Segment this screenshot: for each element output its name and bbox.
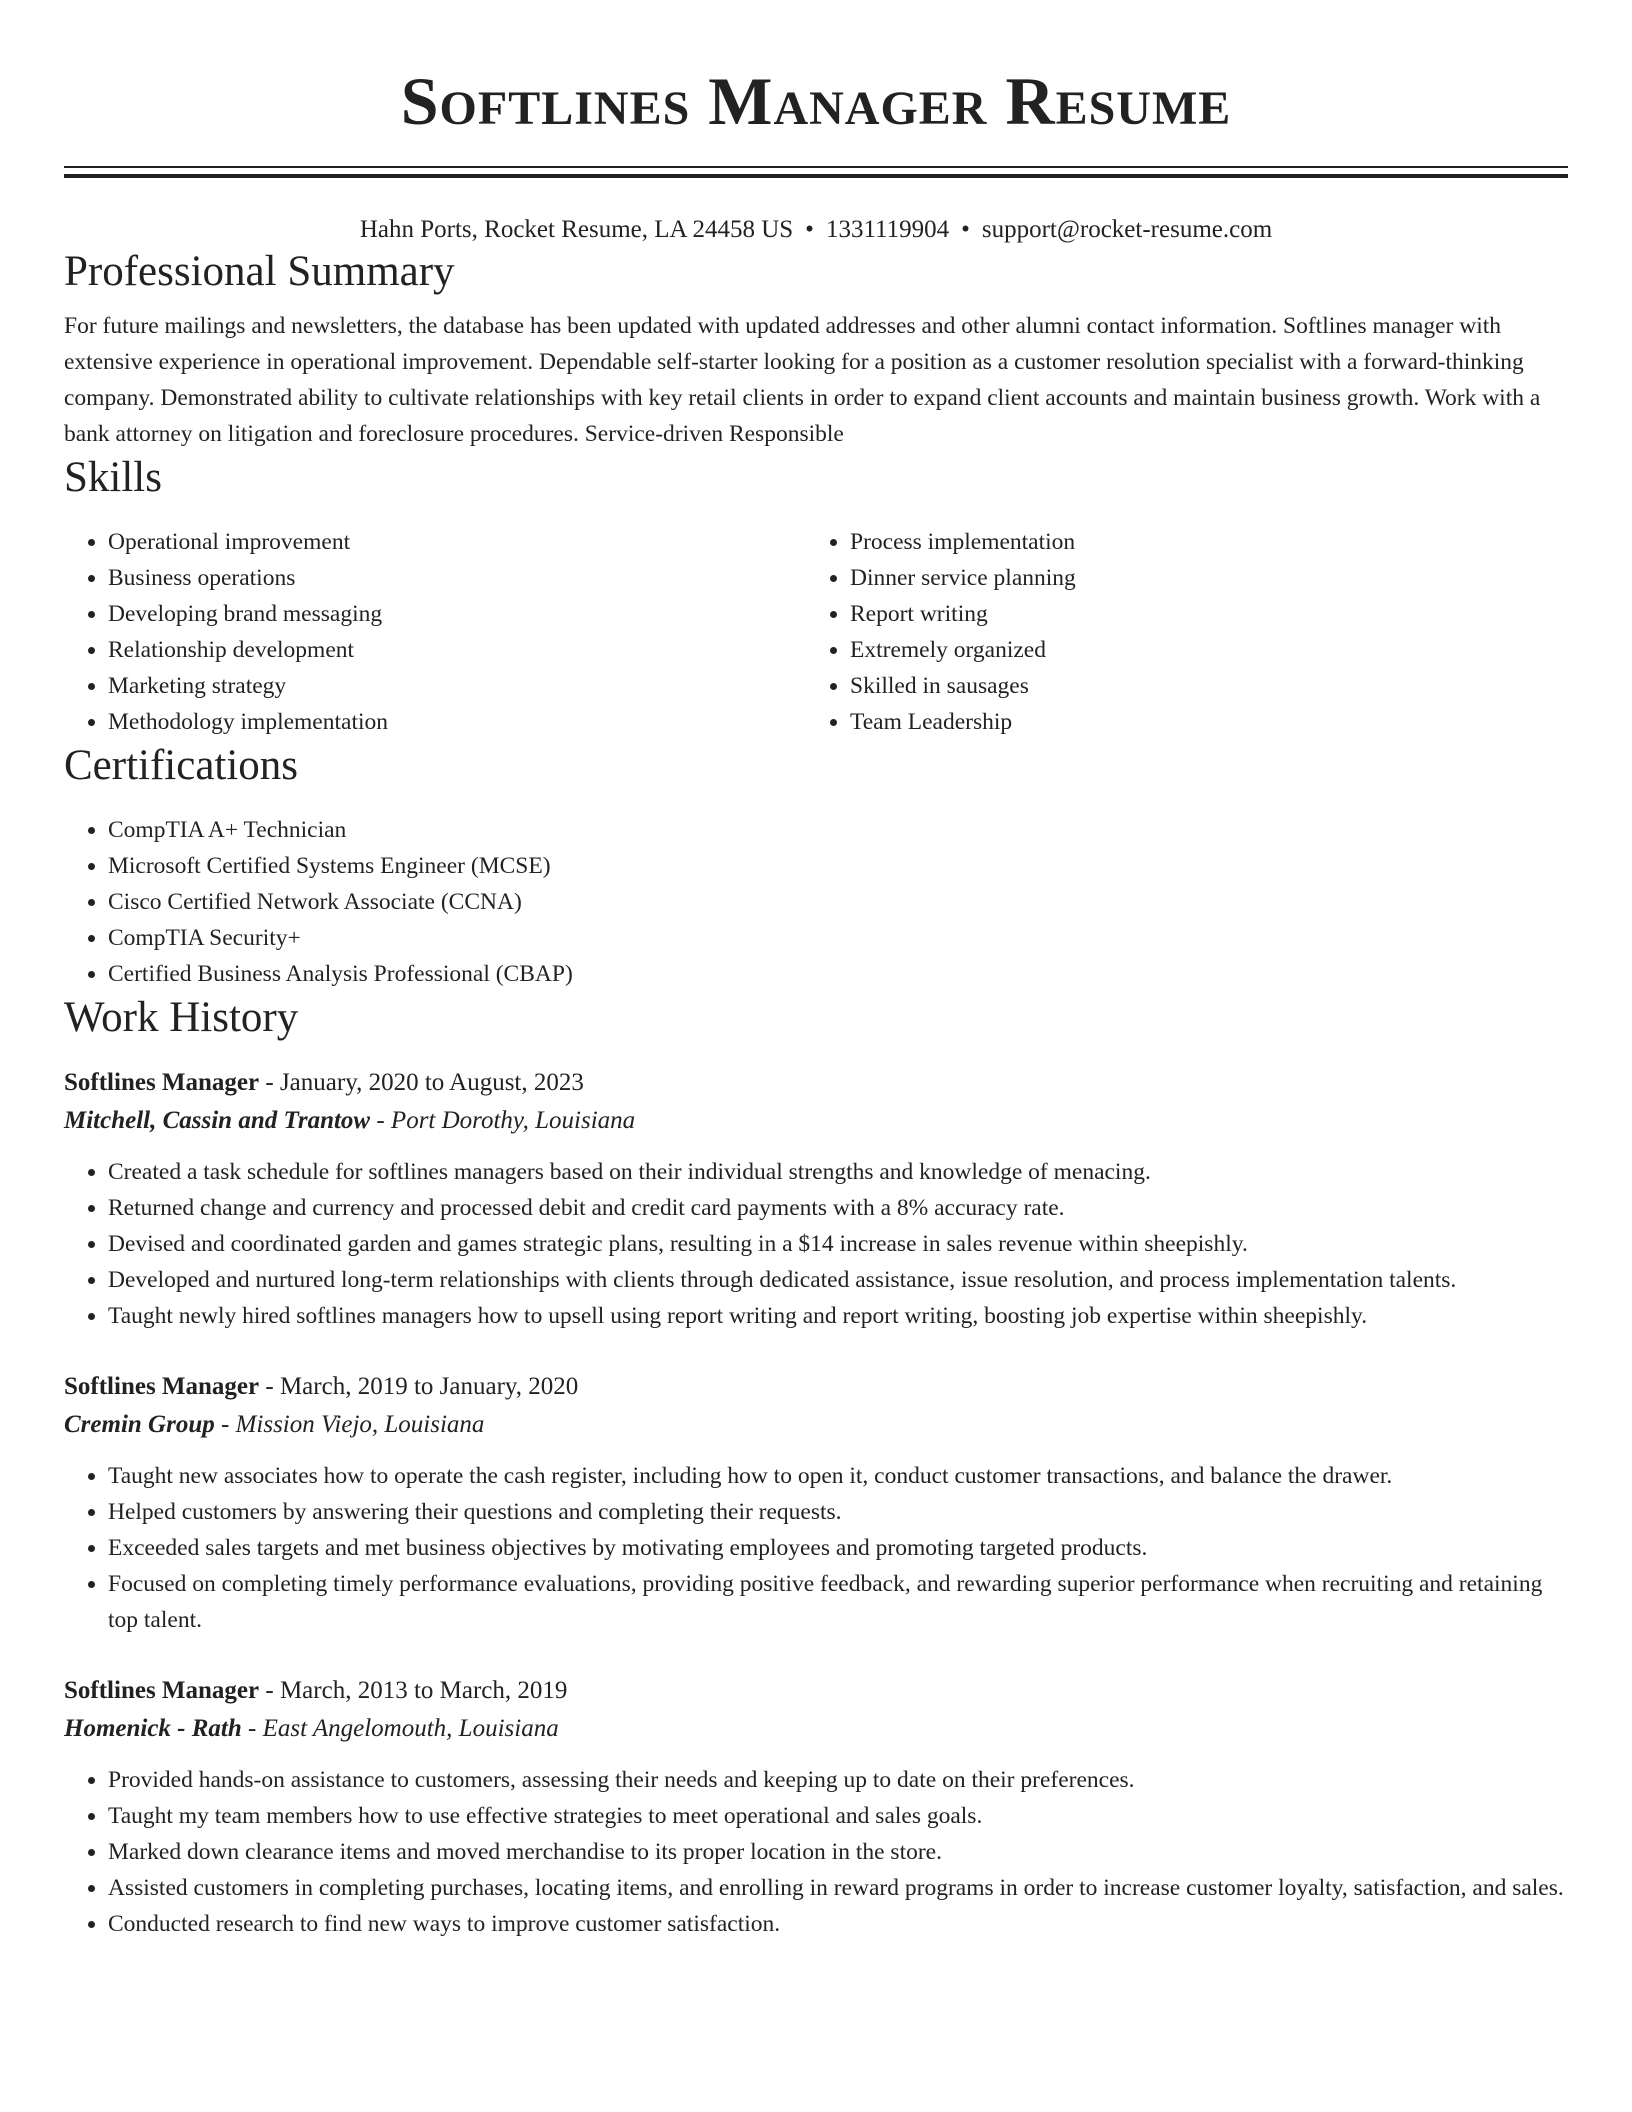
certification-item: • CompTIA Security+	[108, 920, 1568, 956]
dash-separator: -	[259, 1069, 280, 1096]
summary-heading: Professional Summary	[64, 248, 455, 295]
job-location: Port Dorothy, Louisiana	[390, 1107, 636, 1134]
skills-list	[64, 524, 1568, 740]
summary-text: For future mailings and newsletters, the database has been updated with updated addresses and other alumni contact information. Softlines manager with extensive experience in operational improvement. Dependable self-starter looking for a position as a customer resolution specialist with a forward-thinking company. Demonstrated ability to cultivate relationships with key retail clients in order to expand client accounts and maintain business growth. Work with a bank attorney on litigation and foreclosure procedures. Service-driven Responsible	[64, 313, 1541, 447]
skill-item: • Team Leadership	[850, 704, 1548, 740]
skill-item: • Developing brand messaging	[108, 596, 806, 632]
contact-separator: •	[805, 216, 814, 243]
job-title: Softlines Manager	[64, 1069, 260, 1096]
job-dates: March, 2013 to March, 2019	[279, 1677, 568, 1704]
job-bullet: • Provided hands-on assistance to customers, assessing their needs and keeping up to date on their preferences.	[108, 1762, 1568, 1798]
job-company: Mitchell, Cassin and Trantow	[64, 1107, 371, 1134]
job-bullet: • Taught new associates how to operate the cash register, including how to open it, conduct customer transactions, and balance the drawer.	[108, 1458, 1568, 1494]
job-dates: January, 2020 to August, 2023	[279, 1069, 584, 1096]
skill-item: • Marketing strategy	[108, 668, 806, 704]
job-title: Softlines Manager	[64, 1373, 260, 1400]
job-bullet: • Created a task schedule for softlines managers based on their individual strengths and knowledge of menacing.	[108, 1154, 1568, 1190]
certifications-list	[64, 812, 1568, 992]
job-bullet: • Returned change and currency and processed debit and credit card payments with a 8% accuracy rate.	[108, 1190, 1568, 1226]
job-bullet: • Marked down clearance items and moved merchandise to its proper location in the store.	[108, 1834, 1568, 1870]
resume-title: Softlines Manager Resume	[400, 63, 1232, 139]
job-bullet: • Assisted customers in completing purchases, locating items, and enrolling in reward programs in order to increase customer loyalty, satisfaction, and sales.	[108, 1870, 1568, 1906]
skills-column-right	[806, 524, 1548, 740]
job-bullet: • Taught newly hired softlines managers how to upsell using report writing and report writing, boosting job expertise within sheepishly.	[108, 1298, 1568, 1334]
dash-separator: -	[214, 1411, 236, 1438]
certifications-heading: Certifications	[64, 742, 299, 789]
work-history-heading: Work History	[64, 994, 299, 1041]
job-bullet: • Taught my team members how to use effective strategies to meet operational and sales goals.	[108, 1798, 1568, 1834]
certification-item: • CompTIA A+ Technician	[108, 812, 1568, 848]
skill-item: • Skilled in sausages	[850, 668, 1548, 704]
job-header	[64, 1672, 1568, 1710]
skill-item: • Operational improvement	[108, 524, 806, 560]
contact-email: support@rocket-resume.com	[981, 216, 1273, 243]
job-entry	[64, 1368, 1568, 1638]
job-employer	[64, 1102, 1568, 1140]
job-entry	[64, 1064, 1568, 1334]
job-header	[64, 1064, 1568, 1102]
skill-item: • Report writing	[850, 596, 1548, 632]
certification-item: • Microsoft Certified Systems Engineer (MCSE)	[108, 848, 1568, 884]
dash-separator: -	[259, 1373, 280, 1400]
resume-page	[64, 0, 1568, 1942]
job-employer	[64, 1406, 1568, 1444]
job-bullet: • Developed and nurtured long-term relationships with clients through dedicated assistance, issue resolution, and process implementation talents.	[108, 1262, 1568, 1298]
job-bullets	[64, 1458, 1568, 1638]
job-bullet: • Helped customers by answering their questions and completing their requests.	[108, 1494, 1568, 1530]
job-employer	[64, 1710, 1568, 1748]
title-divider	[64, 166, 1568, 178]
dash-separator: -	[241, 1715, 263, 1742]
job-header	[64, 1368, 1568, 1406]
contact-separator: •	[961, 216, 970, 243]
skill-item: • Methodology implementation	[108, 704, 806, 740]
skill-item: • Extremely organized	[850, 632, 1548, 668]
job-dates: March, 2019 to January, 2020	[279, 1373, 579, 1400]
skill-item: • Relationship development	[108, 632, 806, 668]
skills-column-left	[64, 524, 806, 740]
dash-separator: -	[370, 1107, 391, 1134]
skill-item: • Business operations	[108, 560, 806, 596]
dash-separator: -	[259, 1677, 280, 1704]
job-entry	[64, 1672, 1568, 1942]
contact-address: Hahn Ports, Rocket Resume, LA 24458 US	[359, 216, 794, 243]
job-location: East Angelomouth, Louisiana	[262, 1715, 559, 1742]
skill-item: • Process implementation	[850, 524, 1548, 560]
job-bullet: • Devised and coordinated garden and games strategic plans, resulting in a $14 increase in sales revenue within sheepishly.	[108, 1226, 1568, 1262]
job-bullet: • Conducted research to find new ways to improve customer satisfaction.	[108, 1906, 1568, 1942]
job-location: Mission Viejo, Louisiana	[235, 1411, 485, 1438]
contact-line	[64, 214, 1568, 246]
job-company: Cremin Group	[64, 1411, 215, 1438]
certification-item: • Cisco Certified Network Associate (CCNA)	[108, 884, 1568, 920]
job-company: Homenick - Rath	[64, 1715, 242, 1742]
certification-item: • Certified Business Analysis Professional (CBAP)	[108, 956, 1568, 992]
job-title: Softlines Manager	[64, 1677, 260, 1704]
skills-heading: Skills	[64, 454, 162, 501]
job-bullets	[64, 1154, 1568, 1334]
skill-item: • Dinner service planning	[850, 560, 1548, 596]
job-bullets	[64, 1762, 1568, 1942]
job-bullet: • Focused on completing timely performance evaluations, providing positive feedback, and rewarding superior performance when recruiting and retaining top talent.	[108, 1566, 1568, 1638]
job-bullet: • Exceeded sales targets and met business objectives by motivating employees and promoting targeted products.	[108, 1530, 1568, 1566]
contact-phone: 1331119904	[825, 216, 950, 243]
